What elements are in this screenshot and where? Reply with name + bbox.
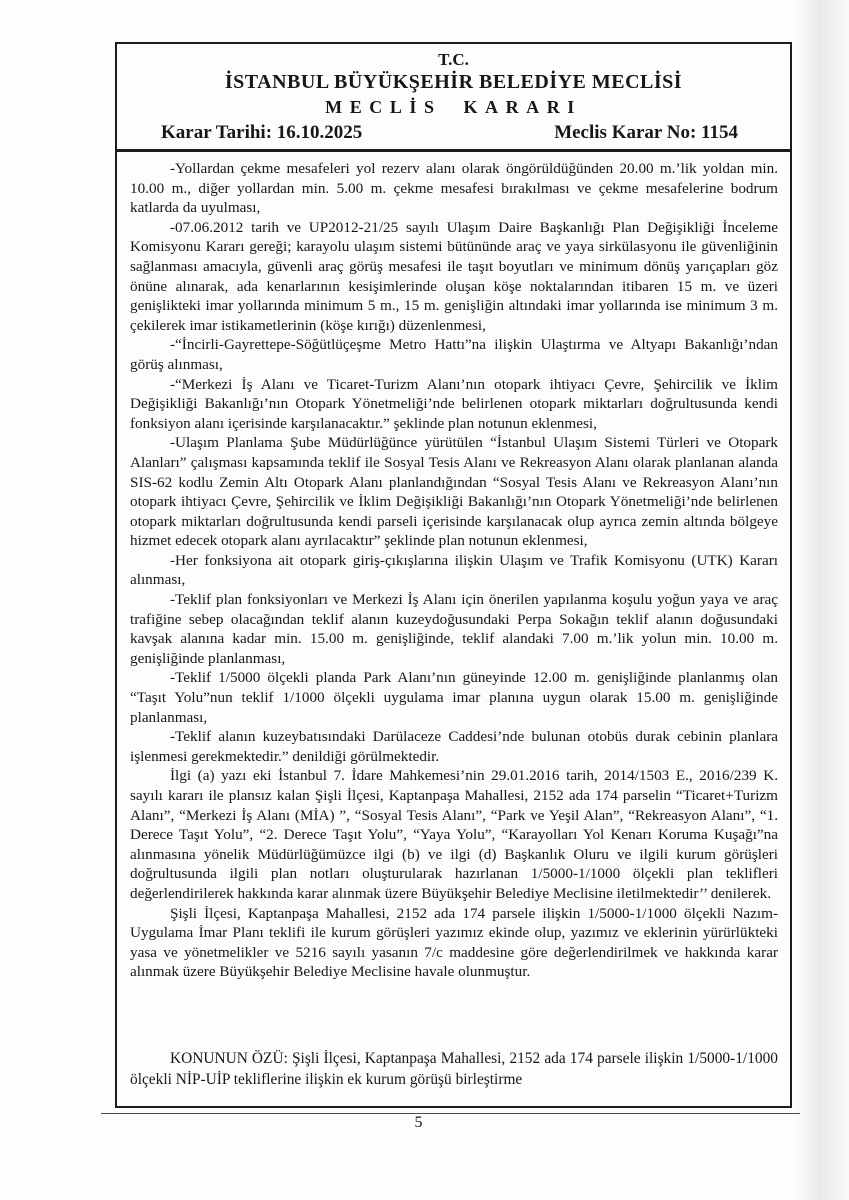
body-paragraph: -Her fonksiyona ait otopark giriş-çıkışlarına ilişkin Ulaşım ve Trafik Komisyonu (UTK) Kararı alınması, bbox=[130, 551, 778, 589]
subject-summary: KONUNUN ÖZÜ: Şişli İlçesi, Kaptanpaşa Mahallesi, 2152 ada 174 parsele ilişkin 1/5000-1/1000 ölçekli NİP-UİP tekliflerine ilişkin ek kurum görüşü birleştirme bbox=[130, 1050, 778, 1088]
body-paragraph: -Yollardan çekme mesafeleri yol rezerv alanı olarak öngörüldüğünden 20.00 m.’lik yoldan min. 10.00 m., diğer yollardan min. 5.00 m. çekme mesafesi bırakılması ve çekme mesafelerine bodrum katlarda da uyulması, bbox=[130, 160, 778, 217]
tc-label: T.C. bbox=[438, 50, 469, 69]
body-paragraph: -Teklif plan fonksiyonları ve Merkezi İş Alanı için önerilen yapılanma koşulu yoğun yaya ve araç trafiğine sebep olacağından teklif alanın kuzeydoğusundaki Perpa Sokağın teklif alanın doğusundaki kavşak alanına kadar min. 15.00 m. genişliğinde, teklif alandaki 7.00 m.’lik yolun min. 10.00 m. genişliğinde planlanması, bbox=[130, 591, 778, 667]
authority-title: İSTANBUL BÜYÜKŞEHİR BELEDİYE MECLİSİ bbox=[224, 71, 683, 93]
decision-body bbox=[117, 152, 790, 982]
page-number: 5 bbox=[414, 1114, 423, 1131]
decision-frame bbox=[115, 42, 792, 1108]
body-paragraph: Şişli İlçesi, Kaptanpaşa Mahallesi, 2152 ada 174 parsele ilişkin 1/5000-1/1000 ölçekli Nazım-Uygulama İmar Planı teklifi ile kurum görüşleri yazımız ekinde olup, yazımız ve eklerinin yürürlükteki yasa ve yönetmelikler ve 5216 sayılı yasanın 7/c maddesine göre değerlendirilmek ve hakkında karar alınmak üzere Büyükşehir Belediye Meclisine havale olunmuştur. bbox=[130, 904, 778, 981]
decision-date: Karar Tarihi: 16.10.2025 bbox=[161, 122, 363, 143]
body-paragraph: İlgi (a) yazı eki İstanbul 7. İdare Mahkemesi’nin 29.01.2016 tarih, 2014/1503 E., 2016/239 K. sayılı kararı ile plansız kalan Şişli İlçesi, Kaptanpaşa Mahallesi, 2152 ada 174 parselin “Ticaret+Turizm Alanı”, “Merkezi İş Alanı (MİA) ”, “Sosyal Tesis Alanı”, “Park ve Yeşil Alan”, “Rekreasyon Alanı”, “1. Derece Taşıt Yolu”, “2. Derece Taşıt Yolu”, “Yaya Yolu”, “Karayolları Yol Kenarı Koruma Kuşağı”na alınmasına yönelik Müdürlüğümüzce ilgi (b) ve ilgi (d) Başkanlık Oluru ve ilgili kurum görüşleri doğrultusunda ilgili plan notları oluşturularak hazırlanan 1/5000-1/1000 ölçekli plan teklifleri değerlendirilerek hakkında karar alınmak üzere Büyükşehir Belediye Meclisine iletilmektedir’’ denilerek. bbox=[130, 767, 778, 902]
scan-shadow bbox=[795, 0, 849, 1200]
body-paragraph: -“Merkezi İş Alanı ve Ticaret-Turizm Alanı’nın otopark ihtiyacı Çevre, Şehircilik ve İklim Değişikliği Bakanlığı’nın Otopark Yönetmeliği’nde belirlenen otopark miktarları doğrultusunda kendi fonksiyon alanı içerisinde karşılanacaktır.” şeklinde plan notunun eklenmesi, bbox=[130, 375, 778, 432]
body-paragraph: -“İncirli-Gayrettepe-Söğütlüçeşme Metro Hattı”na ilişkin Ulaştırma ve Altyapı Bakanlığı’ndan görüş alınması, bbox=[130, 336, 778, 373]
body-paragraph: -Ulaşım Planlama Şube Müdürlüğünce yürütülen “İstanbul Ulaşım Sistemi Türleri ve Otopark Alanları” çalışması kapsamında teklif ile Sosyal Tesis Alanı ve Rekreasyon Alanı olarak planlanan alanda SIS-62 kodlu Zemin Altı Otopark Alanı planlandığından “Sosyal Tesis Alanı ve Rekreasyon Alanı’nın otopark ihtiyacı Çevre, Şehircilik ve İklim Değişikliği Bakanlığı’nın Otopark Yönetmeliği’nde belirlenen otopark miktarları doğrultusunda kendi parseli içerisinde karşılanacak olup ayrıca zemin altında bölgeye hizmet edecek otopark alanı ayrılacaktır” şeklinde plan notunun eklenmesi, bbox=[130, 434, 778, 550]
document-header bbox=[117, 44, 790, 119]
decision-meta-row bbox=[117, 119, 790, 152]
body-paragraph: -Teklif alanın kuzeybatısındaki Darülaceze Caddesi’nde bulunan otobüs durak cebinin planlara işlenmesi gerekmektedir.” denildiği görülmektedir. bbox=[130, 728, 778, 765]
body-paragraph: -Teklif 1/5000 ölçekli planda Park Alanı’nın güneyinde 12.00 m. genişliğinde planlanmış olan “Taşıt Yolu”nun teklif 1/1000 ölçekli uygulama imar planına uygun olarak 15.00 m. genişliğinde planlanması, bbox=[130, 669, 778, 726]
document-type-title: MECLİS KARARI bbox=[325, 97, 582, 117]
decision-number: Meclis Karar No: 1154 bbox=[554, 122, 738, 143]
body-paragraph: -07.06.2012 tarih ve UP2012-21/25 sayılı Ulaşım Daire Başkanlığı Plan Değişikliği İnceleme Komisyonu Kararı gereği; karayolu ulaşım sistemi bütününde araç ve yaya sirkülasyonu ile güvenliğinin sağlanması amacıyla, güvenli araç görüş mesafesi ile taşıt boyutları ve minimum dönüş yarıçapları göz önüne alınarak, ada kenarlarının kesişimlerinde oluşan köşe noktalarından itibaren 15 m. ve üzeri genişlikteki imar yollarında minimum 5 m., 15 m. genişliğin altındaki imar yollarında ise minimum 3 m. çekilerek imar istikametlerinin (köşe kırığı) düzenlenmesi, bbox=[130, 218, 778, 334]
